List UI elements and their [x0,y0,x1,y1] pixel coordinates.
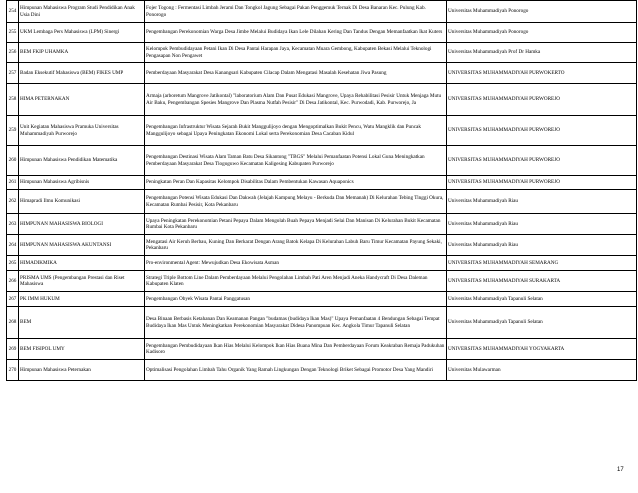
university-cell: Universitas Muhammadiyah Ponorogo [447,23,637,43]
organization-cell: PRISMA UMS (Pengembangan Prestasi dan Riset Mahasiswa [19,271,145,292]
organization-cell: Himapradi Ilmu Komunikasi [19,190,145,214]
activity-title-cell: Peningkatan Peran Dan Kapasitas Kelompok Disabilitas Dalam Pembentukan Kawasan Aquaponics [145,176,447,190]
program-table-body [7,1,637,381]
table-row [7,63,637,84]
organization-cell: Himpunan Mahasiswa Pendidikan Matematika [19,146,145,176]
row-number-cell: 263 [7,214,19,235]
table-row [7,23,637,43]
row-number-cell: 259 [7,116,19,146]
program-table [6,0,637,381]
row-number-cell: 265 [7,256,19,271]
table-row [7,256,637,271]
university-cell: Universitas Muhammadiyah Riau [447,214,637,235]
activity-title-cell: Pengembangan Obyek Wisata Pantai Panggatusan [145,292,447,307]
university-cell: UNIVERSITAS MUHAMMADIYAH PURWOREJO [447,176,637,190]
activity-title-cell: Pengembangan Perekonomian Warga Desa Jimbe Melalui Budidaya Ikan Lele Dilahan Kering Dan Tandus Dengan Memanfaatkan Ikat Kuters [145,23,447,43]
table-row [7,235,637,256]
table-row [7,214,637,235]
university-cell: UNIVERSITAS MUHAMMADIYAH PURWOREJO [447,116,637,146]
organization-cell: HIMPUNAN MAHASISWA AKUNTANSI [19,235,145,256]
activity-title-cell: Fojer Togong : Fermentasi Limbah Jerami Dan Tongkol Jagung Sebagai Pakan Penggemuk Ternak Di Desa Banaran Kec. Pulung Kab. Ponorogo [145,1,447,23]
activity-title-cell: Pro-environmental Agent: Mewujudkan Desa Ekowisata Asman [145,256,447,271]
organization-cell: Unit Kegiatan Mahasiswa Pramuka Universitas Muhammadiyah Purworejo [19,116,145,146]
activity-title-cell: Kelompok Pembudidayaan Petani Ikan Di Desa Pantai Harapan Jaya, Kecamatan Muara Gembong, Kabupaten Bekasi Melalui Teknologi Pengasapan Non Pengawet [145,43,447,63]
organization-cell: BEM [19,307,145,339]
activity-title-cell: Desa Binaan Berbasis Ketahanan Dan Keamanan Pangan "budamas (budidaya Ikan Mas)" Upaya Pemanfaatan 4 Bendungan Sebagai Tempat Budidaya Ikan Mas Untuk Meningkatkan Perekonomian Masyarakat Didesa Panompuan Kec. Angkola Timur Tapanuli Selatan [145,307,447,339]
activity-title-cell: Upaya Peningkatan Perekonomian Petani Pepaya Dalam Mengolah Buah Pepaya Menjadi Selai Dan Manisan Di Kelurahan Bukit Kecamatan Rumbai Kota Pekanbaru [145,214,447,235]
row-number-cell: 269 [7,339,19,360]
university-cell: Universitas Muhammadiyah Prof Dr Hamka [447,43,637,63]
table-row [7,360,637,381]
table-row [7,43,637,63]
table-row [7,307,637,339]
activity-title-cell: Pengembangan Pembudidayaan Ikan Hias Melalui Kelompok Ikan Hias Buana Mina Dan Pemberdayaan Forum Keakraban Remaja Padukuhan Kadisoro [145,339,447,360]
university-cell: Universitas Muhammadiyah Tapanuli Selatan [447,292,637,307]
table-row [7,292,637,307]
university-cell: UNIVERSITAS MUHAMMADIYAH PURWOKERTO [447,63,637,84]
row-number-cell: 254 [7,1,19,23]
activity-title-cell: Optimalisasi Pengolahan Limbah Tahu Organik Yang Ramah Lingkungan Dengan Teknologi Briket Sebagai Promotor Desa Yang Mandiri [145,360,447,381]
table-row [7,339,637,360]
activity-title-cell: Pemberdayaan Masyarakat Desa Kanangsari Kabupaten Cilacap Dalam Mengatasi Masalah Kesehatan Jiwa Pasung [145,63,447,84]
activity-title-cell: Mengatasi Air Keruh Berbau, Kuning Dan Berkarat Dengan Arang Batok Kelapa Di Kelurahan Labuh Baru Timur Kecamatan Payung Sekaki, Pekanbaru [145,235,447,256]
university-cell: Universitas Muhammadiyah Ponorogo [447,1,637,23]
organization-cell: Badan Eksekutif Mahasiswa (BEM) FIKES UMP [19,63,145,84]
organization-cell: HIMA PETERNAKAN [19,84,145,116]
university-cell: UNIVERSITAS MUHAMMADIYAH PURWOREJO [447,146,637,176]
organization-cell: BEM FKIP UHAMKA [19,43,145,63]
university-cell: Universitas Muhammadiyah Riau [447,235,637,256]
row-number-cell: 257 [7,63,19,84]
university-cell: UNIVERSITAS MUHAMMADIYAH SEMARANG [447,256,637,271]
table-row [7,146,637,176]
table-row [7,271,637,292]
row-number-cell: 262 [7,190,19,214]
row-number-cell: 264 [7,235,19,256]
activity-title-cell: Armaja (arboretum Mangrove Jatikontal) "laboratorium Alam Dan Pusat Edukasi Mangrove, Upaya Rehabilitasi Pesisir Untuk Menjaga Mutu Air Baku, Pengembangan Spesies Mangrove Dan Plasma Nutfah Pesisir" Di Desa Jatikontal, Kec. Purwodadi, Kab. Purworejo, Ja [145,84,447,116]
table-row [7,116,637,146]
university-cell: UNIVERSITAS MUHAMMADIYAH SURAKARTA [447,271,637,292]
row-number-cell: 255 [7,23,19,43]
university-cell: Universitas Muhammadiyah Tapanuli Selatan [447,307,637,339]
organization-cell: Himpunan Mahasiswa Program Studi Pendidikan Anak Usia Dini [19,1,145,23]
row-number-cell: 258 [7,84,19,116]
row-number-cell: 256 [7,43,19,63]
table-row [7,176,637,190]
row-number-cell: 266 [7,271,19,292]
organization-cell: BEM FISIPOL UMY [19,339,145,360]
university-cell: UNIVERSITAS MUHAMMADIYAH PURWOREJO [447,84,637,116]
organization-cell: Himpunan Mahasiswa Agribisnis [19,176,145,190]
row-number-cell: 260 [7,146,19,176]
table-row [7,190,637,214]
university-cell: Universitas Muhammadiyah Riau [447,190,637,214]
activity-title-cell: Pengembangan Infrastruktur Wisata Sejarah Bukit Manggulijoyo dengan Mengoptimalkan Bukit Pencu, Watu Mangklik dan Puncak Manggulijoyo sebagai Upaya Peningkatan Ekonomi Lokal serta Perekonomian Desa Cacaban Kidul [145,116,447,146]
program-table-container [6,0,636,381]
organization-cell: PK IMM HUKUM [19,292,145,307]
row-number-cell: 267 [7,292,19,307]
activity-title-cell: Strategi Triple Bottom Line Dalam Pemberdayaan Melalui Pengolahan Limbah Pati Aren Menjadi Aneka Handycraft Di Desa Daleman Kabupaten Klaten [145,271,447,292]
activity-title-cell: Pengembangan Destinasi Wisata Alam Taman Batu Desa Sikantong "TBGS" Melalui Pemanfaatan Potensi Lokal Guna Meningkatkan Pemberdayaan Masyarakat Desa Tlogoguwo Kecamatan Kaligesing Kabupaten Purworejo [145,146,447,176]
table-row [7,84,637,116]
organization-cell: HIMADIKMIKA [19,256,145,271]
university-cell: UNIVERSITAS MUHAMMADIYAH YOGYAKARTA [447,339,637,360]
row-number-cell: 270 [7,360,19,381]
organization-cell: UKM Lembaga Pers Mahasiswa (LPM) Sinergi [19,23,145,43]
organization-cell: Himpunan Mahasiswa Peternakan [19,360,145,381]
university-cell: Universitas Mulawarman [447,360,637,381]
activity-title-cell: Pengembangan Potensi Wisata Edukasi Dan Dakwah (Jelajah Kampung Melayu - Berkuda Dan Memanah) Di Kelurahan Tebing Tinggi Okura, Kecamatan Rumbai Pesisir, Kota Pekanbaru [145,190,447,214]
row-number-cell: 268 [7,307,19,339]
organization-cell: HIMPUNAN MAHASISWA BIOLOGI [19,214,145,235]
table-row [7,1,637,23]
row-number-cell: 261 [7,176,19,190]
page-number: 17 [617,467,624,473]
